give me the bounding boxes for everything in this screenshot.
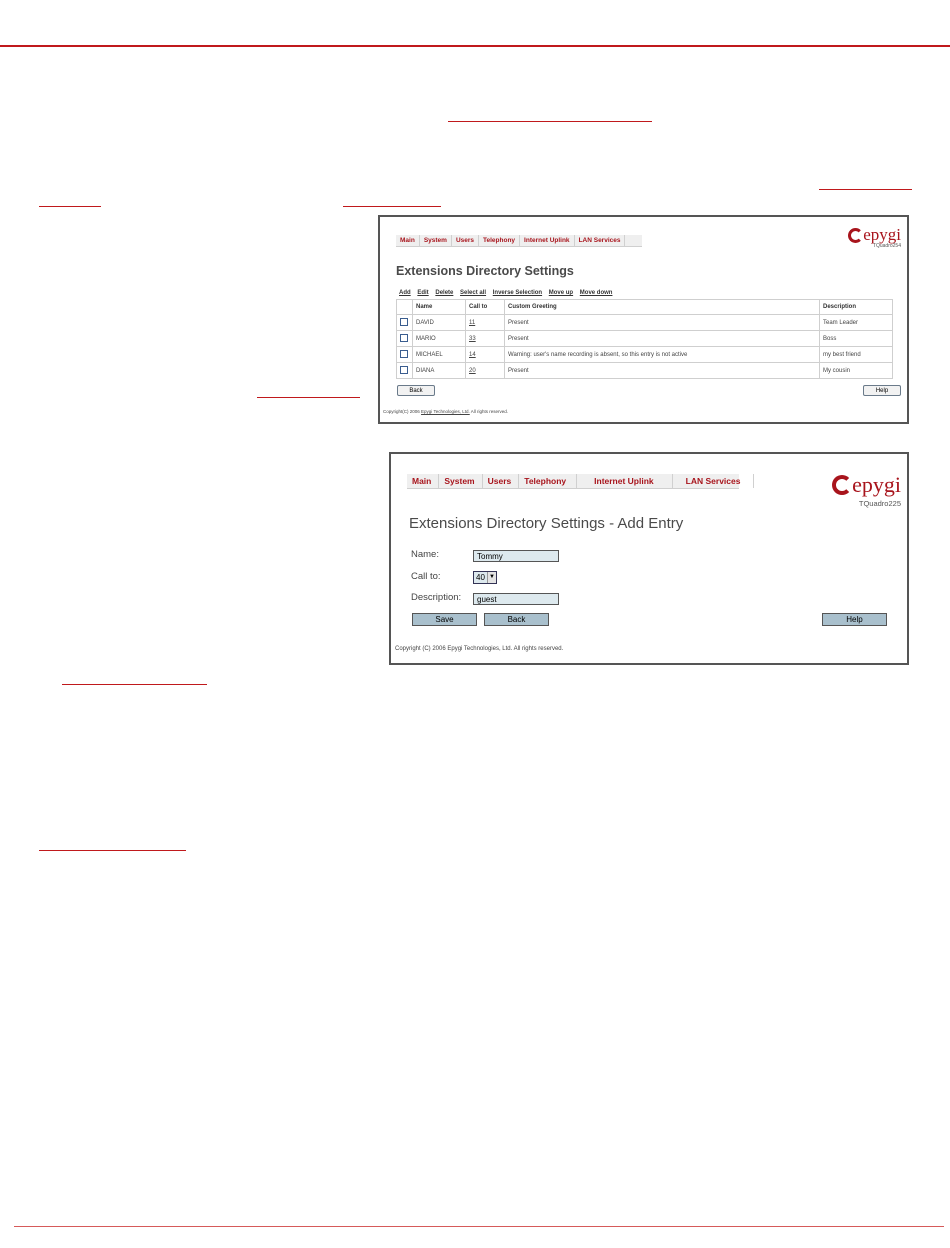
row-call-to-link[interactable]: 20 [466, 363, 505, 379]
inverse-selection-link[interactable]: Inverse Selection [492, 290, 543, 296]
nav-main[interactable]: Main [396, 235, 420, 246]
nav-lan-services[interactable]: LAN Services [575, 235, 626, 246]
nav-system[interactable]: System [439, 474, 482, 488]
row-greeting: Warning: user's name recording is absent, so this entry is not active [505, 347, 820, 363]
row-name: MARIO [413, 331, 466, 347]
link-underline [343, 206, 441, 207]
copyright [383, 409, 508, 414]
column-header-custom-greeting: Custom Greeting [505, 300, 820, 315]
main-nav-bar [407, 474, 739, 489]
chevron-down-icon[interactable]: ▼ [487, 572, 496, 583]
extensions-table [396, 299, 893, 379]
column-header-call-to: Call to [466, 300, 505, 315]
page-title: Extensions Directory Settings [396, 264, 574, 278]
link-underline [448, 121, 652, 122]
row-call-to-link[interactable]: 14 [466, 347, 505, 363]
table-row[interactable] [397, 363, 893, 379]
row-select-cell [397, 331, 413, 347]
row-greeting: Present [505, 363, 820, 379]
row-call-to-link[interactable]: 33 [466, 331, 505, 347]
add-link[interactable]: Add [399, 290, 411, 296]
nav-internet-uplink[interactable]: Internet Uplink [577, 474, 673, 488]
select-column-header [397, 300, 413, 315]
help-button[interactable]: Help [863, 385, 901, 396]
nav-internet-uplink[interactable]: Internet Uplink [520, 235, 575, 246]
row-description: My cousin [820, 363, 893, 379]
row-description: Team Leader [820, 315, 893, 331]
row-greeting: Present [505, 315, 820, 331]
back-button[interactable]: Back [397, 385, 435, 396]
row-checkbox[interactable] [400, 318, 408, 326]
table-row[interactable] [397, 331, 893, 347]
row-name: DIANA [413, 363, 466, 379]
row-checkbox[interactable] [400, 350, 408, 358]
copyright-prefix: Copyright(C) 2006 [383, 409, 422, 414]
row-select-cell [397, 363, 413, 379]
epygi-link[interactable]: Epygi Technologies, Ltd. [421, 409, 470, 414]
call-to-label: Call to: [411, 571, 441, 582]
page-header-rule [0, 45, 950, 47]
table-row[interactable] [397, 347, 893, 363]
call-to-select[interactable] [473, 571, 497, 584]
link-underline [39, 850, 186, 851]
row-name: MICHAEL [413, 347, 466, 363]
back-button[interactable]: Back [484, 613, 549, 626]
table-header-row [397, 300, 893, 315]
select-all-link[interactable]: Select all [460, 290, 487, 296]
table-row[interactable] [397, 315, 893, 331]
nav-telephony[interactable]: Telephony [479, 235, 520, 246]
epygi-logo [832, 472, 901, 508]
nav-users[interactable]: Users [452, 235, 479, 246]
row-description: Boss [820, 331, 893, 347]
add-entry-screenshot [389, 452, 909, 665]
link-underline [39, 206, 101, 207]
nav-lan-services[interactable]: LAN Services [673, 474, 755, 488]
name-field[interactable]: Tommy [473, 550, 559, 562]
description-label: Description: [411, 592, 462, 603]
logo-word: epygi [852, 472, 901, 497]
delete-link[interactable]: Delete [435, 290, 454, 296]
column-header-name: Name [413, 300, 466, 315]
row-select-cell [397, 315, 413, 331]
page-title: Extensions Directory Settings - Add Entry [409, 515, 684, 532]
copyright: Copyright (C) 2006 Epygi Technologies, Ltd. All rights reserved. [395, 646, 564, 652]
main-nav-bar [396, 235, 642, 247]
link-underline [819, 189, 912, 190]
device-model: TQuadro254 [872, 243, 901, 249]
nav-telephony[interactable]: Telephony [519, 474, 577, 488]
link-underline [257, 397, 360, 398]
nav-main[interactable]: Main [407, 474, 439, 488]
move-down-link[interactable]: Move down [579, 290, 613, 296]
extensions-directory-screenshot [378, 215, 909, 424]
row-call-to-link[interactable]: 11 [466, 315, 505, 331]
help-button[interactable]: Help [822, 613, 887, 626]
description-field[interactable]: guest [473, 593, 559, 605]
row-greeting: Present [505, 331, 820, 347]
table-toolbar [399, 290, 617, 296]
name-label: Name: [411, 549, 439, 560]
call-to-value: 40 [476, 573, 485, 582]
row-checkbox[interactable] [400, 334, 408, 342]
nav-users[interactable]: Users [483, 474, 520, 488]
epygi-logo [848, 225, 901, 249]
page-footer-rule [14, 1226, 944, 1227]
device-model: TQuadro225 [858, 499, 901, 508]
row-name: DAVID [413, 315, 466, 331]
row-description: my best friend [820, 347, 893, 363]
nav-system[interactable]: System [420, 235, 452, 246]
copyright-suffix: All rights reserved. [469, 409, 508, 414]
logo-word: epygi [863, 225, 901, 244]
save-button[interactable]: Save [412, 613, 477, 626]
column-header-description: Description [820, 300, 893, 315]
edit-link[interactable]: Edit [417, 290, 429, 296]
epygi-logo-icon [848, 228, 863, 243]
link-underline [62, 684, 207, 685]
move-up-link[interactable]: Move up [548, 290, 574, 296]
row-checkbox[interactable] [400, 366, 408, 374]
row-select-cell [397, 347, 413, 363]
epygi-logo-icon [832, 475, 852, 495]
